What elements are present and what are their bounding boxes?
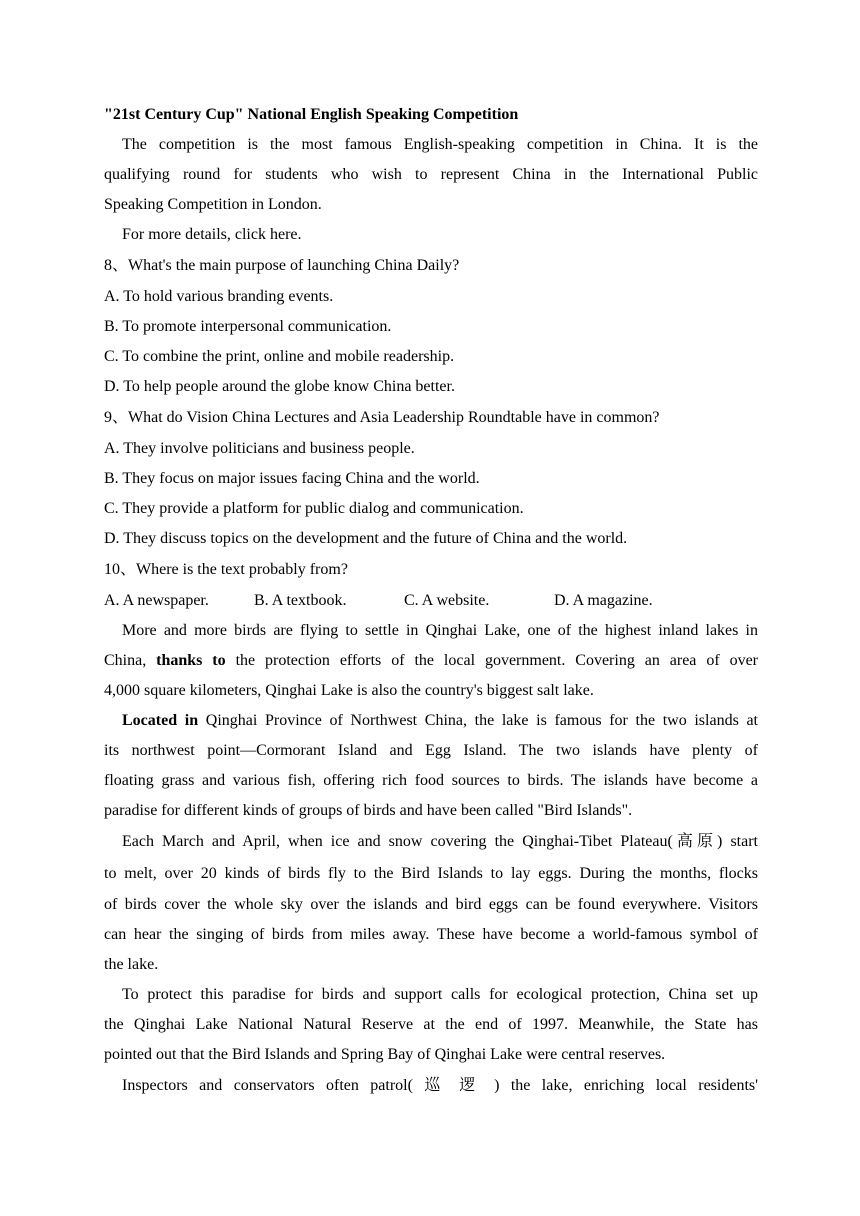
answer-option: D. They discuss topics on the development and the future of China and the world. [104, 530, 628, 547]
answer-option: B. They focus on major issues facing China and the world. [104, 470, 480, 487]
question-stem: 8、What's the main purpose of launching China Daily? [104, 257, 460, 274]
competition-para-line: The competition is the most famous English-speaking competition in China. It is the [122, 136, 758, 153]
lake-para-line: To protect this paradise for birds and support calls for ecological protection, China set up [122, 986, 758, 1003]
lake-para-line: the Qinghai Lake National Natural Reserve at the end of 1997. Meanwhile, the State has [104, 1016, 758, 1033]
lake-para-line: Each March and April, when ice and snow covering the Qinghai-Tibet Plateau(高原) start [122, 833, 758, 850]
answer-option: D. To help people around the globe know China better. [104, 378, 455, 395]
lake-para-line: pointed out that the Bird Islands and Spring Bay of Qinghai Lake were central reserves. [104, 1046, 666, 1063]
question-stem: 10、Where is the text probably from? [104, 561, 348, 578]
competition-title: "21st Century Cup" National English Speaking Competition [104, 106, 519, 123]
competition-para-line: qualifying round for students who wish to represent China in the International Public [104, 166, 758, 183]
lake-para-line: Inspectors and conservators often patrol( 巡 逻 ) the lake, enriching local residents' [122, 1077, 758, 1094]
lake-para-line: China, thanks to the protection efforts of the local government. Covering an area of over [104, 652, 758, 669]
answer-option: A. To hold various branding events. [104, 288, 334, 305]
lake-para-line: the lake. [104, 956, 159, 973]
document-content [104, 100, 758, 1102]
answer-option: C. To combine the print, online and mobile readership. [104, 348, 455, 365]
answer-option: A. They involve politicians and business people. [104, 440, 415, 457]
question-stem: 9、What do Vision China Lectures and Asia Leadership Roundtable have in common? [104, 409, 660, 426]
answer-option: B. To promote interpersonal communication. [104, 318, 392, 335]
lake-para-line: can hear the singing of birds from miles away. These have become a world-famous symbol of [104, 926, 758, 943]
answer-option: C. They provide a platform for public dialog and communication. [104, 500, 524, 517]
answer-option: D. A magazine. [554, 592, 653, 609]
answer-option: B. A textbook. [254, 592, 347, 609]
competition-para-line: Speaking Competition in London. [104, 196, 322, 213]
lake-para-line: 4,000 square kilometers, Qinghai Lake is also the country's biggest salt lake. [104, 682, 594, 699]
lake-para-line: paradise for different kinds of groups of birds and have been called "Bird Islands". [104, 802, 633, 819]
bold-phrase: thanks to [156, 652, 226, 669]
lake-para-line: to melt, over 20 kinds of birds fly to the Bird Islands to lay eggs. During the months, flocks [104, 865, 758, 882]
lake-para-line: Located in Qinghai Province of Northwest China, the lake is famous for the two islands at [122, 712, 758, 729]
bold-phrase: Located in [122, 712, 199, 729]
lake-para-line: of birds cover the whole sky over the islands and bird eggs can be found everywhere. Visitors [104, 896, 758, 913]
lake-para-line: its northwest point—Cormorant Island and Egg Island. The two islands have plenty of [104, 742, 758, 759]
answer-option: A. A newspaper. [104, 592, 209, 609]
answer-option: C. A website. [404, 592, 490, 609]
more-details-link[interactable]: For more details, click here. [122, 226, 302, 243]
lake-para-line: floating grass and various fish, offering rich food sources to birds. The islands have become a [104, 772, 758, 789]
answer-options-row [104, 586, 758, 616]
lake-para-line: More and more birds are flying to settle in Qinghai Lake, one of the highest inland lakes in [122, 622, 758, 639]
